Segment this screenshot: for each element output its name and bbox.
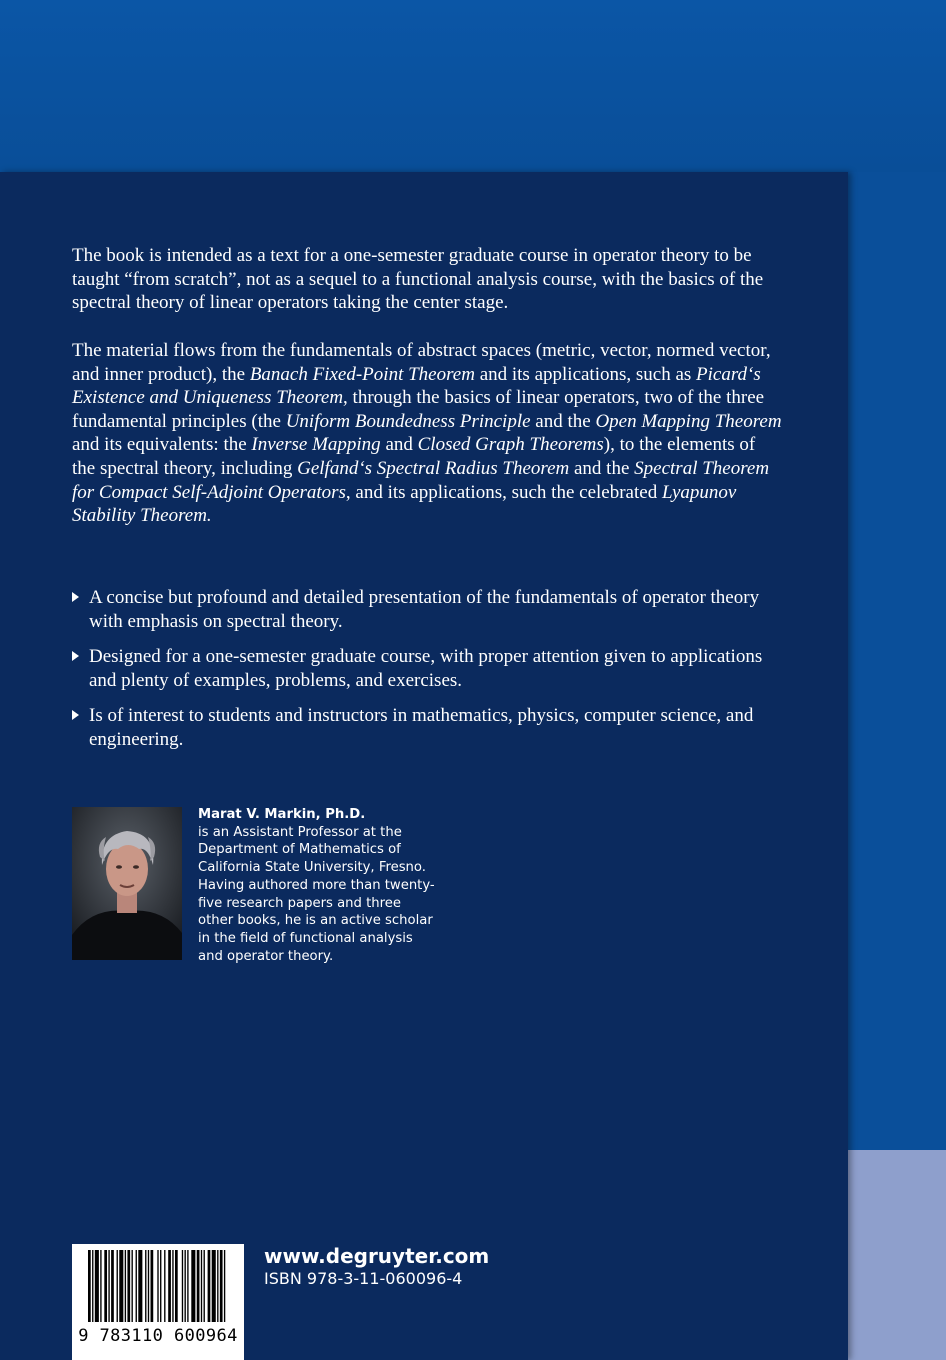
feature-item (72, 704, 782, 751)
right-light-band (848, 1150, 946, 1360)
publisher-website: www.degruyter.com (264, 1244, 490, 1268)
triangle-bullet-icon (72, 592, 79, 602)
isbn-number: ISBN 978-3-11-060096-4 (264, 1269, 463, 1288)
p2-italic-uniform: Uniform Boundedness Principle (285, 410, 531, 432)
author-bio: is an Assistant Professor at the Department of Mathematics of California State University, Fresno. Having authored more than twenty-five research papers and three other books, he is an active scholar in the field of functional analysis and operator theory. (198, 824, 435, 964)
barcode-bar (164, 1250, 165, 1322)
barcode-digits: 9 783110 600964 (78, 1326, 238, 1346)
top-color-band (0, 0, 946, 172)
p2-text-6: and (380, 434, 418, 456)
feature-text: A concise but profound and detailed presentation of the fundamentals of operator theory with emphasis on spectral theory. (89, 587, 760, 632)
barcode-bar (182, 1250, 183, 1322)
p2-italic-open-mapping: Open Mapping Theorem (595, 410, 782, 432)
barcode-bar (212, 1250, 216, 1322)
barcode-bar (111, 1250, 114, 1322)
barcode-bar (104, 1250, 107, 1322)
p2-italic-banach: Banach Fixed-Point Theorem (249, 363, 475, 385)
p2-italic-inverse-mapping: Inverse Mapping (251, 434, 381, 456)
barcode-bar (136, 1250, 137, 1322)
barcode-bar (88, 1250, 91, 1322)
barcode-bar (187, 1250, 188, 1322)
barcode-bar (132, 1250, 133, 1322)
p2-text-8: and the (569, 457, 635, 479)
triangle-bullet-icon (72, 651, 79, 661)
feature-item (72, 645, 782, 692)
barcode-bar (204, 1250, 205, 1322)
p2-text-1: The material flows from the fundamentals of abstract spaces (metric, vector, normed vector, and inner product), the (72, 340, 771, 385)
author-bio-block (198, 806, 438, 965)
p2-text-7: ), to the elements of the spectral theory, including (72, 434, 756, 479)
feature-text: Designed for a one-semester graduate course, with proper attention given to applications and plenty of examples, problems, and exercises. (89, 646, 763, 691)
p2-italic-spectral-theorem: Spectral Theorem for Compact Self-Adjoint Operators (72, 457, 770, 503)
p2-text-9: , and its applications, such the celebrated (345, 481, 662, 503)
p2-text-2: and its applications, such as (474, 363, 697, 385)
barcode-bar (208, 1250, 211, 1322)
barcode-bar (148, 1250, 149, 1322)
barcode-bar (157, 1250, 158, 1322)
barcode-bar (175, 1250, 178, 1322)
barcode-bar (100, 1250, 101, 1322)
barcode-bar (224, 1250, 225, 1322)
barcode-bar (172, 1250, 173, 1322)
feature-text: Is of interest to students and instructors in mathematics, physics, computer science, and engineering. (89, 705, 754, 750)
barcode-bar (151, 1250, 154, 1322)
p2-italic-gelfand: Gelfand‘s Spectral Radius Theorem (297, 457, 570, 479)
p2-italic-picard: Picard‘s Existence and Uniqueness Theorem (72, 363, 761, 409)
author-photo (72, 807, 182, 960)
barcode-bar (92, 1250, 93, 1322)
barcode-bar (119, 1250, 123, 1322)
p2-italic-lyapunov: Lyapunov Stability Theorem. (72, 481, 737, 527)
barcode-bar (197, 1250, 200, 1322)
author-portrait-icon (72, 807, 182, 960)
description-paragraph-2 (72, 339, 782, 528)
author-name: Marat V. Markin, Ph.D. (198, 807, 366, 822)
barcode-bar (185, 1250, 186, 1322)
p2-text-4: and the (530, 410, 596, 432)
feature-list (72, 586, 782, 764)
barcode-bars (72, 1244, 244, 1324)
barcode-bar (127, 1250, 130, 1322)
barcode-bar (145, 1250, 146, 1322)
isbn-barcode (72, 1244, 244, 1360)
barcode-bar (201, 1250, 202, 1322)
barcode-bar (168, 1250, 171, 1322)
barcode-bar (117, 1250, 118, 1322)
feature-item (72, 586, 782, 633)
right-color-band (848, 172, 946, 1150)
barcode-bar (217, 1250, 218, 1322)
barcode-bar (95, 1250, 99, 1322)
barcode-bar (220, 1250, 223, 1322)
barcode-bar (138, 1250, 142, 1322)
barcode-bar (191, 1250, 195, 1322)
paragraph-2-text (72, 339, 782, 528)
barcode-bar (108, 1250, 109, 1322)
paragraph-1-text: The book is intended as a text for a one-semester graduate course in operator theory to be taught “from scratch”, not as a sequel to a functional analysis course, with the basics of the spectral theory of linear operators taking the center stage. (72, 245, 764, 314)
barcode-bar (125, 1250, 126, 1322)
p2-text-5: and its equivalents: the (72, 434, 252, 456)
p2-italic-closed-graph: Closed Graph Theorems (417, 434, 604, 456)
triangle-bullet-icon (72, 710, 79, 720)
p2-text-3: , through the basics of linear operators, two of the three fundamental principles (the (72, 387, 765, 432)
barcode-bar (160, 1250, 161, 1322)
description-paragraph-1 (72, 244, 782, 315)
